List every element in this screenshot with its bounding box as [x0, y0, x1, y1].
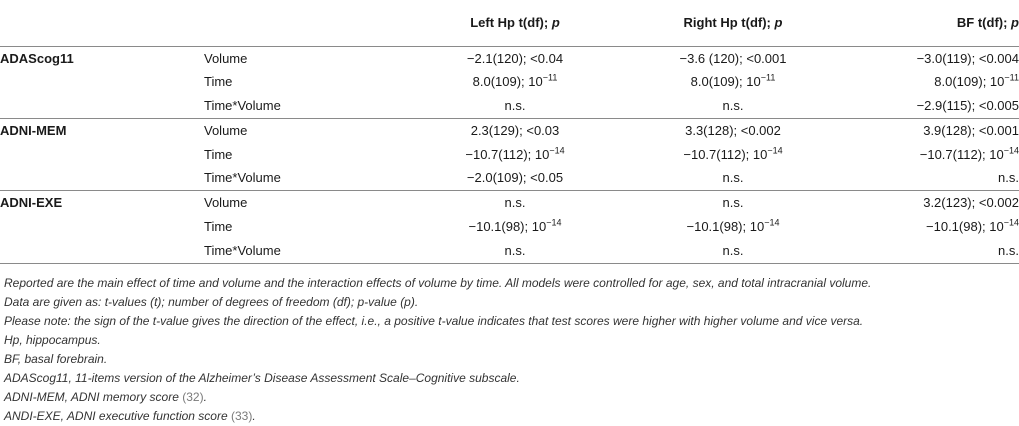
bf-cell	[851, 70, 1019, 94]
table-footnotes	[4, 274, 1014, 426]
cell-value: 2.3(129); <0.03	[470, 122, 560, 138]
table-row	[0, 166, 1019, 190]
left-hp-cell	[415, 118, 615, 142]
measure-cell	[0, 215, 204, 239]
cell-value: −10.1(98); 10	[686, 219, 765, 235]
cell-exponent: −14	[767, 145, 783, 156]
cell-exponent: −11	[542, 72, 558, 83]
table-row	[0, 191, 1019, 215]
measure-cell	[0, 166, 204, 190]
effect-cell: Time*Volume	[204, 166, 415, 190]
reference-link-32[interactable]: (32)	[182, 390, 204, 404]
measure-cell	[0, 143, 204, 167]
left-hp-cell	[415, 215, 615, 239]
header-row	[0, 0, 1019, 46]
cell-value: −10.1(98); 10	[926, 219, 1004, 235]
cell-value: −10.7(112); 10	[919, 146, 1004, 162]
table-row	[0, 239, 1019, 263]
bf-cell	[851, 118, 1019, 142]
right-hp-cell	[615, 94, 851, 118]
effect-cell: Volume	[204, 195, 248, 211]
right-hp-cell	[615, 166, 851, 190]
table-row	[0, 143, 1019, 167]
cell-value: n.s.	[722, 195, 744, 211]
header-left-hp-p: p	[551, 14, 560, 30]
right-hp-cell	[615, 239, 851, 263]
measure-cell: ADNI-MEM	[0, 122, 67, 138]
cell-exponent: −14	[546, 217, 562, 228]
cell-value: 8.0(109); 10	[934, 74, 1005, 90]
footnote-3: Please note: the sign of the t-value gives the direction of the effect, i.e., a positive t-value indicates that test scores were higher with higher volume and vice versa.	[4, 314, 864, 328]
effect-cell: Volume	[204, 122, 248, 138]
cell-exponent: −14	[549, 145, 565, 156]
table-row	[0, 46, 1019, 70]
measure-cell	[0, 94, 204, 118]
footnote-8-end: .	[252, 409, 256, 423]
footnote-8-text: ANDI-EXE, ADNI executive function score	[4, 409, 231, 423]
header-right-hp-p: p	[774, 14, 783, 30]
header-bf-label: BF t(df);	[956, 14, 1012, 30]
header-measure	[0, 0, 204, 46]
bf-cell	[851, 215, 1019, 239]
cell-value: n.s.	[722, 98, 744, 114]
header-effect	[204, 0, 415, 46]
right-hp-cell	[615, 46, 851, 70]
cell-value: −2.1(120); <0.04	[466, 50, 564, 66]
cell-value: 3.9(128); <0.001	[923, 122, 1019, 138]
footnote-5: BF, basal forebrain.	[4, 352, 108, 366]
cell-value: −3.6 (120); <0.001	[679, 50, 787, 66]
cell-exponent: −11	[1004, 72, 1019, 83]
table-row	[0, 215, 1019, 239]
cell-value: n.s.	[998, 170, 1019, 186]
cell-value: n.s.	[504, 242, 526, 258]
cell-exponent: −11	[760, 72, 776, 83]
cell-exponent: −14	[1003, 217, 1019, 228]
right-hp-cell	[615, 215, 851, 239]
cell-value: n.s.	[504, 98, 526, 114]
cell-value: n.s.	[722, 242, 744, 258]
header-right-hp-label: Right Hp t(df);	[683, 14, 775, 30]
left-hp-cell	[415, 46, 615, 70]
cell-value: −3.0(119); <0.004	[916, 50, 1019, 66]
bf-cell	[851, 94, 1019, 118]
cell-exponent: −14	[764, 217, 780, 228]
header-left-hp	[415, 0, 615, 46]
cell-value: 3.3(128); <0.002	[685, 122, 781, 138]
effect-cell: Time*Volume	[204, 239, 415, 263]
cell-value: 8.0(109); 10	[690, 74, 761, 90]
cell-value: −10.7(112); 10	[465, 146, 550, 162]
left-hp-cell	[415, 70, 615, 94]
measure-cell: ADAScog11	[0, 50, 74, 66]
cell-value: 3.2(123); <0.002	[923, 195, 1019, 211]
table-row	[0, 94, 1019, 118]
left-hp-cell	[415, 239, 615, 263]
footnote-2: Data are given as: t-values (t); number of degrees of freedom (df); p-value (p).	[4, 295, 419, 309]
bf-cell	[851, 143, 1019, 167]
footnote-7-text: ADNI-MEM, ADNI memory score	[4, 390, 183, 404]
cell-value: −2.0(109); <0.05	[466, 170, 564, 186]
header-right-hp	[615, 0, 851, 46]
bf-cell	[851, 46, 1019, 70]
measure-cell: ADNI-EXE	[0, 195, 63, 211]
table-row	[0, 118, 1019, 142]
effect-cell: Volume	[204, 50, 248, 66]
header-left-hp-label: Left Hp t(df);	[470, 14, 552, 30]
effect-cell: Time	[204, 146, 233, 162]
bf-cell	[851, 191, 1019, 215]
header-bf-p: p	[1011, 14, 1019, 30]
bf-cell	[851, 166, 1019, 190]
cell-value: 8.0(109); 10	[472, 74, 543, 90]
measure-cell	[0, 239, 204, 263]
cell-value: −10.1(98); 10	[468, 219, 547, 235]
footnote-7-end: .	[203, 390, 207, 404]
reference-link-33[interactable]: (33)	[230, 409, 253, 423]
left-hp-cell	[415, 94, 615, 118]
header-bf	[851, 0, 1019, 46]
effect-cell: Time	[204, 219, 233, 235]
cell-value: −2.9(115); <0.005	[916, 98, 1019, 114]
cell-exponent: −14	[1003, 145, 1019, 156]
footnote-8	[4, 407, 1014, 426]
cell-value: n.s.	[722, 170, 744, 186]
table-body	[0, 46, 1019, 263]
left-hp-cell	[415, 191, 615, 215]
left-hp-cell	[415, 143, 615, 167]
right-hp-cell	[615, 118, 851, 142]
right-hp-cell	[615, 143, 851, 167]
cell-value: n.s.	[504, 195, 526, 211]
bf-cell	[851, 239, 1019, 263]
footnote-4: Hp, hippocampus.	[4, 333, 101, 347]
right-hp-cell	[615, 191, 851, 215]
footnote-6: ADAScog11, 11-items version of the Alzheimer’s Disease Assessment Scale–Cognitive subscale.	[4, 371, 520, 385]
effect-cell: Time*Volume	[204, 94, 415, 118]
right-hp-cell	[615, 70, 851, 94]
footnote-7	[4, 388, 1014, 407]
effect-cell: Time	[204, 74, 233, 90]
measure-cell	[0, 70, 204, 94]
table-row	[0, 70, 1019, 94]
footnote-1: Reported are the main effect of time and volume and the interaction effects of volume by time. All models were controlled for age, sex, and total intracranial volume.	[4, 276, 872, 290]
left-hp-cell	[415, 166, 615, 190]
cell-value: −10.7(112); 10	[683, 146, 768, 162]
cell-value: n.s.	[998, 242, 1019, 258]
